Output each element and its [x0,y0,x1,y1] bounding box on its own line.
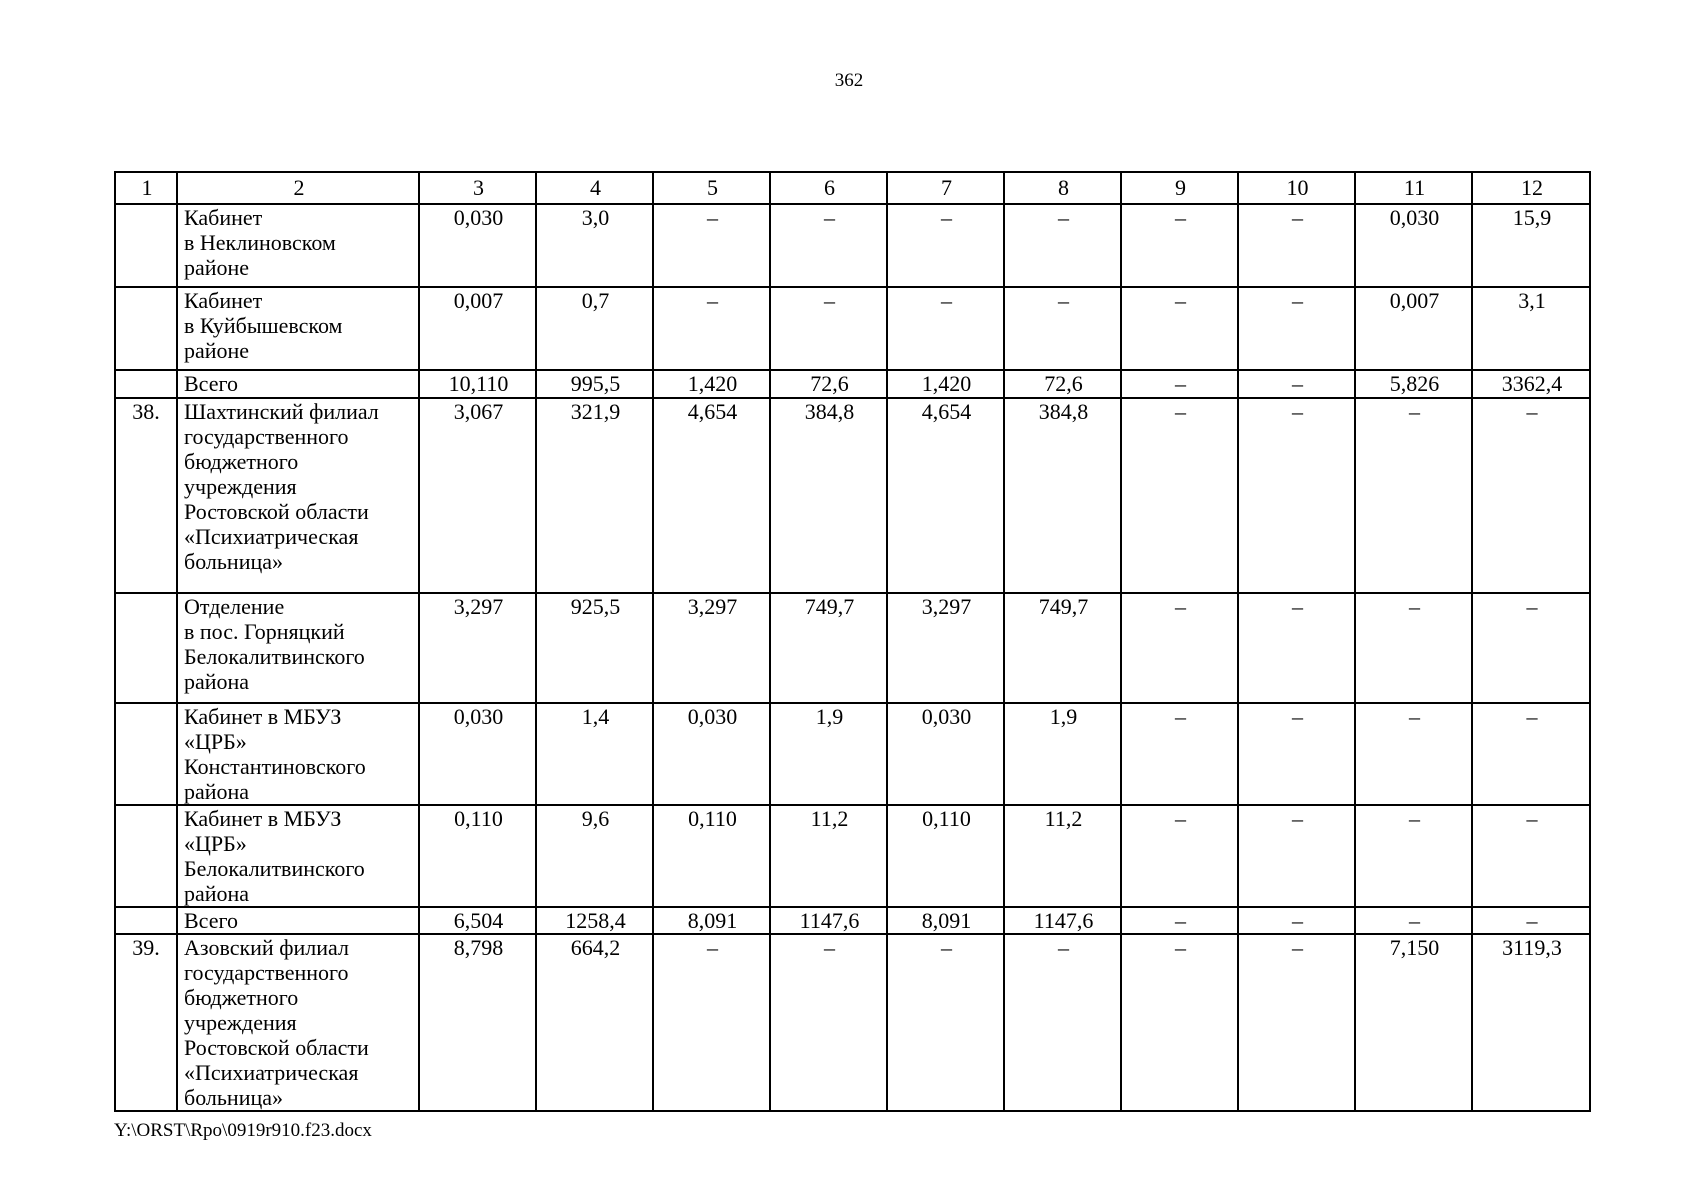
table-cell: – [1238,370,1355,398]
table-cell: 664,2 [536,934,653,1111]
table-cell: 11,2 [770,805,887,907]
table-cell: – [1355,703,1472,805]
table-cell: 0,030 [419,204,536,287]
column-header: 4 [536,172,653,204]
table-cell: 1147,6 [770,907,887,934]
table-cell: 0,110 [887,805,1004,907]
table-cell: – [1238,907,1355,934]
table-cell: 0,007 [1355,287,1472,370]
table-cell: 7,150 [1355,934,1472,1111]
table-cell: – [1121,907,1238,934]
column-header: 7 [887,172,1004,204]
table-row [115,204,1590,287]
table-row [115,907,1590,934]
column-header: 5 [653,172,770,204]
table-cell: 925,5 [536,593,653,703]
table-cell: – [1121,370,1238,398]
table-cell: – [770,934,887,1111]
column-header: 12 [1472,172,1590,204]
table-row [115,805,1590,907]
table-cell: – [1238,204,1355,287]
table-cell: 0,030 [887,703,1004,805]
table-row [115,370,1590,398]
table-cell: 0,007 [419,287,536,370]
column-header: 11 [1355,172,1472,204]
table-cell: 749,7 [1004,593,1121,703]
table-cell: – [653,287,770,370]
table-cell: 3,297 [653,593,770,703]
table-cell: – [887,287,1004,370]
table-cell: – [1121,934,1238,1111]
table-cell: 3,297 [419,593,536,703]
column-header: 1 [115,172,177,204]
table-cell: 321,9 [536,398,653,593]
row-name: Кабинет в Неклиновском районе [177,204,419,287]
column-header: 2 [177,172,419,204]
table-cell: 15,9 [1472,204,1590,287]
table-cell: – [1238,805,1355,907]
table-cell: – [1472,907,1590,934]
column-header: 9 [1121,172,1238,204]
table-cell: 3,0 [536,204,653,287]
table-cell: – [1004,204,1121,287]
table-cell: 11,2 [1004,805,1121,907]
data-table [114,171,1591,1112]
table-body [115,172,1590,1111]
table-cell: 1258,4 [536,907,653,934]
table-cell: 8,091 [887,907,1004,934]
table-cell: – [1238,593,1355,703]
row-name: Отделение в пос. Горняцкий Белокалитвинского района [177,593,419,703]
table-row [115,398,1590,593]
table-cell: – [1121,805,1238,907]
row-number [115,593,177,703]
table-cell: 1,9 [1004,703,1121,805]
table-cell: 3,067 [419,398,536,593]
table-cell: – [653,934,770,1111]
table-cell: 384,8 [1004,398,1121,593]
column-header: 6 [770,172,887,204]
row-number [115,907,177,934]
row-name: Всего [177,370,419,398]
table-cell: 1,9 [770,703,887,805]
table-cell: – [1238,934,1355,1111]
table-cell: – [1121,287,1238,370]
row-name: Всего [177,907,419,934]
table-cell: 749,7 [770,593,887,703]
table-cell: 3,297 [887,593,1004,703]
column-header: 3 [419,172,536,204]
row-number [115,805,177,907]
table-cell: 0,7 [536,287,653,370]
table-row [115,287,1590,370]
row-name: Кабинет в МБУЗ «ЦРБ» Константиновского района [177,703,419,805]
table-cell: – [1472,398,1590,593]
table-cell: – [1121,398,1238,593]
table-cell: – [1121,703,1238,805]
table-cell: – [1355,907,1472,934]
table-cell: 0,110 [419,805,536,907]
table-cell: – [1238,287,1355,370]
row-name: Кабинет в Куйбышевском районе [177,287,419,370]
row-number [115,204,177,287]
table-cell: – [1355,398,1472,593]
row-number [115,703,177,805]
table-row [115,593,1590,703]
table-cell: – [1472,593,1590,703]
table-cell: – [770,204,887,287]
row-name: Шахтинский филиал государственного бюджетного учреждения Ростовской области «Психиатрическая больница» [177,398,419,593]
table-cell: 0,030 [1355,204,1472,287]
table-row [115,934,1590,1111]
table-row [115,703,1590,805]
column-header: 8 [1004,172,1121,204]
table-cell: – [1472,703,1590,805]
table-cell: 4,654 [653,398,770,593]
table-cell: 1147,6 [1004,907,1121,934]
table-cell: 5,826 [1355,370,1472,398]
table-cell: – [770,287,887,370]
table-cell: 3119,3 [1472,934,1590,1111]
table-cell: 1,4 [536,703,653,805]
row-name: Кабинет в МБУЗ «ЦРБ» Белокалитвинского района [177,805,419,907]
row-number [115,287,177,370]
column-header: 10 [1238,172,1355,204]
row-name: Азовский филиал государственного бюджетного учреждения Ростовской области «Психиатрическая больница» [177,934,419,1111]
table-cell: – [1238,703,1355,805]
page-number: 362 [834,70,864,91]
row-number [115,370,177,398]
table-cell: 72,6 [770,370,887,398]
table-cell: 3362,4 [1472,370,1590,398]
table-cell: 1,420 [887,370,1004,398]
table-cell: – [653,204,770,287]
table-cell: – [1004,934,1121,1111]
table-cell: 3,1 [1472,287,1590,370]
table-cell: 0,030 [419,703,536,805]
table-cell: 8,091 [653,907,770,934]
header-row [115,172,1590,204]
table-cell: – [1355,593,1472,703]
table-cell: 6,504 [419,907,536,934]
table-cell: 1,420 [653,370,770,398]
table-cell: – [1004,287,1121,370]
row-number: 39. [115,934,177,1111]
table-cell: 995,5 [536,370,653,398]
table-cell: – [887,204,1004,287]
table-cell: 72,6 [1004,370,1121,398]
table-cell: 10,110 [419,370,536,398]
table-cell: 8,798 [419,934,536,1111]
table-cell: – [1238,398,1355,593]
table-cell: – [1355,805,1472,907]
table-cell: – [1121,204,1238,287]
table-cell: 4,654 [887,398,1004,593]
table-cell: 9,6 [536,805,653,907]
table-cell: 0,110 [653,805,770,907]
table-cell: – [887,934,1004,1111]
row-number: 38. [115,398,177,593]
table-cell: – [1121,593,1238,703]
table-cell: 0,030 [653,703,770,805]
footer-file-path: Y:\ORST\Rpo\0919r910.f23.docx [114,1120,372,1141]
table-cell: 384,8 [770,398,887,593]
table-cell: – [1472,805,1590,907]
